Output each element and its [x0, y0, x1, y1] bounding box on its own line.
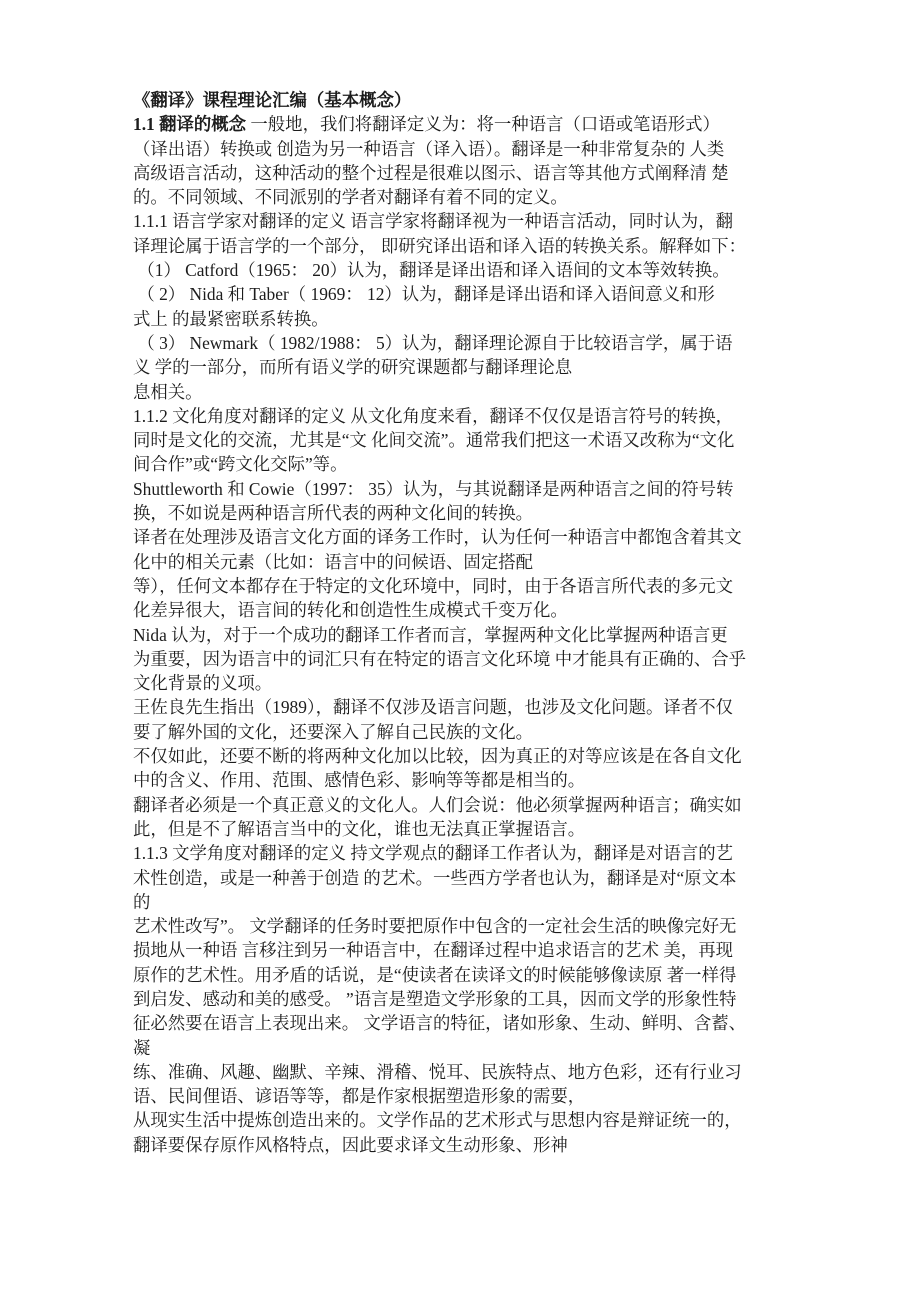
text-segment: 翻译要保存原作风格特点，因此要求译文生动形象、形神	[133, 1134, 568, 1155]
text-segment: Nida 认为，对于一个成功的翻译工作者而言，掌握两种文化比掌握两种语言更	[133, 624, 728, 645]
text-segment: （ 2） Nida 和 Taber（ 1969： 12）认为，翻译是译出语和译入语间意义和形	[133, 284, 715, 305]
text-line	[133, 1011, 797, 1035]
text-segment: 同时是文化的交流，尤其是“文 化间交流”。通常我们把这一术语又改称为“文化	[133, 430, 735, 451]
text-segment: 语、民间俚语、谚语等等，都是作家根据塑造形象的需要，	[133, 1086, 586, 1107]
text-segment: 义 学的一部分，而所有语义学的研究课题都与翻译理论息	[133, 357, 573, 378]
text-segment: 息相关。	[133, 381, 203, 402]
text-segment: 1.1.3 文学角度对翻译的定义 持文学观点的翻译工作者认为，翻译是对语言的艺	[133, 843, 733, 864]
text-line	[133, 380, 797, 404]
text-line	[133, 88, 797, 112]
text-segment: 的	[133, 891, 151, 912]
text-line	[133, 841, 797, 865]
text-segment: 凝	[133, 1037, 151, 1058]
text-line	[133, 671, 797, 695]
text-line	[133, 744, 797, 768]
text-line	[133, 112, 797, 136]
text-line	[133, 1060, 797, 1084]
text-segment: 文化背景的义项。	[133, 673, 273, 694]
text-segment: 损地从一种语 言移注到另一种语言中，在翻译过程中追求语言的艺术 美，再现	[133, 940, 733, 961]
text-segment: 术性创造，或是一种善于创造 的艺术。一些西方学者也认为，翻译是对“原文本	[133, 867, 737, 888]
text-line	[133, 866, 797, 890]
text-segment: 1.1.1 语言学家对翻译的定义 语言学家将翻译视为一种语言活动，同时认为，翻	[133, 211, 733, 232]
text-line	[133, 355, 797, 379]
text-line	[133, 185, 797, 209]
text-line	[133, 574, 797, 598]
text-line	[133, 477, 797, 501]
text-segment: 1.1.2 文化角度对翻译的定义 从文化角度来看，翻译不仅仅是语言符号的转换，	[133, 405, 733, 426]
text-line	[133, 623, 797, 647]
text-line	[133, 817, 797, 841]
text-segment: 等），任何文本都存在于特定的文化环境中，同时，由于各语言所代表的多元文	[133, 575, 733, 596]
text-line	[133, 695, 797, 719]
text-segment: 换，不如说是两种语言所代表的两种文化间的转换。	[133, 503, 533, 524]
text-line	[133, 768, 797, 792]
text-line	[133, 525, 797, 549]
text-line	[133, 282, 797, 306]
text-line	[133, 161, 797, 185]
text-line	[133, 234, 797, 258]
text-line	[133, 404, 797, 428]
text-line	[133, 890, 797, 914]
text-segment: 从现实生活中提炼创造出来的。文学作品的艺术形式与思想内容是辩证统一的，	[133, 1110, 742, 1131]
text-segment: 高级语言活动，这种活动的整个过程是很难以图示、语言等其他方式阐释清 楚	[133, 162, 729, 183]
text-segment: 王佐良先生指出（1989），翻译不仅涉及语言问题，也涉及文化问题。译者不仅	[133, 697, 733, 718]
text-segment: （1） Catford（1965： 20）认为，翻译是译出语和译入语间的文本等效转换。	[133, 260, 730, 281]
text-segment: 到启发、感动和美的感受。 ”语言是塑造文学形象的工具，因而文学的形象性特	[133, 988, 737, 1009]
text-line	[133, 1108, 797, 1132]
text-line	[133, 938, 797, 962]
text-line	[133, 987, 797, 1011]
text-segment: 化中的相关元素（比如：语言中的问候语、固定搭配	[133, 551, 533, 572]
text-segment: 为重要，因为语言中的词汇只有在特定的语言文化环境 中才能具有正确的、合乎	[133, 648, 747, 669]
text-segment: 式上 的最紧密联系转换。	[133, 308, 329, 329]
text-segment: 此，但是不了解语言当中的文化，谁也无法真正掌握语言。	[133, 818, 586, 839]
text-line	[133, 963, 797, 987]
text-line	[133, 501, 797, 525]
text-line	[133, 1084, 797, 1108]
bold-text-segment: 1.1 翻译的概念	[133, 114, 247, 135]
bold-text-segment: 《翻译》课程理论汇编（基本概念）	[133, 90, 412, 110]
text-segment: （ 3） Newmark（ 1982/1988： 5）认为，翻译理论源自于比较语言学，属于语	[133, 332, 733, 353]
text-line	[133, 137, 797, 161]
text-line	[133, 428, 797, 452]
text-segment: 中的含义、作用、范围、感情色彩、影响等等都是相当的。	[133, 770, 586, 791]
text-line	[133, 647, 797, 671]
text-line	[133, 258, 797, 282]
text-line	[133, 209, 797, 233]
text-segment: 翻译者必须是一个真正意义的文化人。人们会说：他必须掌握两种语言；确实如	[133, 794, 742, 815]
text-line	[133, 452, 797, 476]
text-segment: 化差异很大，语言间的转化和创造性生成模式千变万化。	[133, 600, 568, 621]
text-line	[133, 914, 797, 938]
text-line	[133, 793, 797, 817]
text-line	[133, 1133, 797, 1157]
text-segment: 征必然要在语言上表现出来。 文学语言的特征，诸如形象、生动、鲜明、含蓄、	[133, 1013, 747, 1034]
text-segment: 不仅如此，还要不断的将两种文化加以比较，因为真正的对等应该是在各自文化	[133, 746, 742, 767]
text-segment: 要了解外国的文化，还要深入了解自己民族的文化。	[133, 721, 533, 742]
text-line	[133, 331, 797, 355]
text-segment: 一般地，我们将翻译定义为：将一种语言（口语或笔语形式）	[246, 114, 720, 135]
text-line	[133, 598, 797, 622]
text-segment: （译出语）转换或 创造为另一种语言（译入语）。翻译是一种非常复杂的 人类	[133, 138, 725, 159]
text-segment: 艺术性改写”。 文学翻译的任务时要把原作中包含的一定社会生活的映像完好无	[133, 916, 737, 937]
text-segment: Shuttleworth 和 Cowie（1997： 35）认为，与其说翻译是两种语言之间的符号转	[133, 478, 734, 499]
document-content	[133, 88, 797, 1157]
text-segment: 译者在处理涉及语言文化方面的译务工作时，认为任何一种语言中都饱含着其文	[133, 527, 742, 548]
text-segment: 的。不同领域、不同派别的学者对翻译有着不同的定义。	[133, 187, 568, 208]
text-line	[133, 720, 797, 744]
text-segment: 间合作”或“跨文化交际”等。	[133, 454, 348, 475]
text-line	[133, 307, 797, 331]
text-segment: 练、准确、风趣、幽默、辛辣、滑稽、悦耳、民族特点、地方色彩，还有行业习	[133, 1061, 742, 1082]
text-segment: 原作的艺术性。用矛盾的话说，是“使读者在读译文的时候能够像读原 著一样得	[133, 964, 737, 985]
text-line	[133, 1036, 797, 1060]
text-line	[133, 550, 797, 574]
text-segment: 译理论属于语言学的一个部分， 即研究译出语和译入语的转换关系。解释如下：	[133, 235, 747, 256]
